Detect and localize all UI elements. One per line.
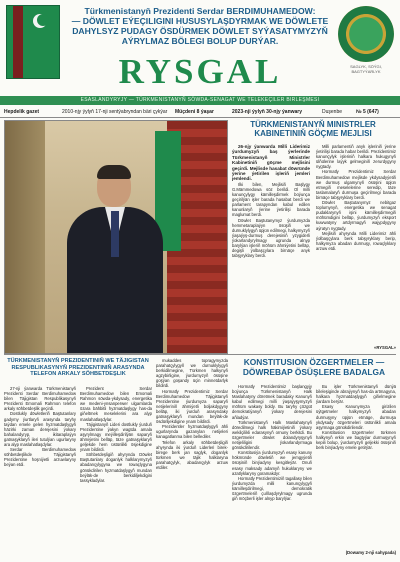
left-article-p4: Prezident Serdar Berdimuhamedow bilen Emomali Rahmon söwda-ykdysady, energetika we medeni-ynsanperwer ulgamlarda özara bähbitli hyzmatdaşlygy has-da giňeltmek meselelerini ara alyp maslahatlaşdylar. xyxy=(80,386,152,422)
right-article-source: «RYSGAL» xyxy=(374,345,396,350)
headline-line-1: Türkmenistanyň Prezidenti Serdar BERDIMUHAMEDOW: xyxy=(84,6,316,16)
right-article-p4: Hormatly Prezidentimiz Serdar Berdimuhamedow mejlisde ykdysadyýetiň we durmuş ulgamynyň ösüşini üpjün etmegiň meselelerine seredip, täze taslamalaryň durmuşa geçirilmegi barada birnäçe tabşyryklary berdi. xyxy=(316,169,396,200)
konst-article-p3: Konstitusiýa ýurdumyzyň esasy kanuny hökmünde döwletiň we jemgyýetiň ösüşiniň binýadyny kesgitleýär. Onuň esasy maksady adamyň hukuklaryny we azatlyklaryny goramakdyr. xyxy=(232,450,312,476)
section-divider xyxy=(4,354,396,355)
mid-article-p3: Prezidentler hyzmatdaşlygyň ähli ugurlarynda gazanylan netijeleri kanagatlanma bilen bellediler. xyxy=(156,424,228,440)
info-since: 2010-njy ýylyň 17-nji sentýabryndan bäri çykýar xyxy=(62,109,168,115)
konst-article-p1: Hormatly Prezidentimiz başlangyjy boýunça Türkmenistanyň Halk Maslahatyny döretmek baradaky Kanunyň kabul edilmegi milli ýaşaýyşymyzyň möhüm wakasy boldy. Bu taryhy çözgüt demokratiýanyň ýokary derejesini aňladýar. xyxy=(232,384,312,420)
konst-article-title: KONSTITUSION ÖZGERTMELER — DÖWREBAP ÖSÜŞLERE BADALGA xyxy=(242,357,386,377)
mid-article-p2: Hormatly Prezidentimiz Serdar Berdimuhamedow Täjigistanyň Prezidentine ýurdumyza saparyň netijeleriniň ähmiýetli boljakdygyny belläp, iki ýurduň arasyndaky gatnaşyklaryň mundan beýläk-de ösdüriljekdigine ynam bildirdi. xyxy=(156,388,228,425)
left-article-p3: Serdar Berdimuhamedow söhbetdeşlikde Täjigistanyň Prezidentine hoşniýetli arzuwlaryny beýan etdi. xyxy=(4,447,76,468)
konst-article-p4: Hormatly Prezidentimiziň tagallasy bilen ýurdumyzda milli kanunçylygyň kämilleşdirilmegi, demokratik özgertmeleriň çuňlaşdyrylmagy ugrunda giň möçberli işler alnyp barylýar. xyxy=(232,475,312,502)
konst-article-p2: Türkmenistanyň Halk Maslahatynyň döredilmegi halk häkimiýetiniň ýokary wekilçilikli edarasynyň ornuny berkitdi. Bu özgertmeler döwlet dolandyryşynyň netijeliligini ýokarlandyrmaga gönükdirilendir. xyxy=(232,419,312,451)
issue-info-bar xyxy=(0,107,400,118)
president-photo xyxy=(4,120,228,354)
left-article-p2: Dostlukly döwletleriň Baştutanlary gadymy ýurtlaryň arasynda taryhy taýdan emele gelen hyzmatdaşlygyň häzirki zaman derejesini ýokary bahalandyryp, ikitaraplaýyn gatnaşyklaryň ileri tutulýan ugurlaryny ara alyp maslahatlaşdylar. xyxy=(4,411,76,448)
turkmen-flag-image xyxy=(6,5,60,79)
right-article-p2: Döwlet Baştutanymyz ýurdumyzda hemmetaraplaýyn ösüşiň we durnuklylygyň üpjün edilmegi, halkymyzyň ýaşaýyş-durmuş derejesiniň yzygiderli ýokarlandyrylmagy ugrunda alnyp barylýan işleriň möhüm ähmiýetini belläp, degişli ýolbaşçylara birnäçe anyk tabşyryklary berdi. xyxy=(232,217,310,259)
right-article-col-2 xyxy=(316,144,396,344)
right-article-p6: Mejlisiň ahyrynda Milli Liderimiz ähli ýolbaşçylara berk tabşyryklary berip, halkymyza abadan durmuşy, rowaçlyklary arzuw etdi. xyxy=(316,230,396,251)
mid-article-col xyxy=(156,358,228,558)
info-year: Müçdeni 8 ýaşar xyxy=(175,109,214,115)
info-date: 2023-nji ýylyň 30-njy ýanwary xyxy=(232,109,303,115)
konst-article-p6: Esasy Kanunymyza girizilen üýtgetmeler halkymyzyň abadan durmuşyny üpjün etmäge, durmuşa ykdysady özgertmeleri üstünlikli amala aşyrmaga gönükdirilendir. xyxy=(316,404,396,430)
continued-note: (Dowamy 2-nji sahypada) xyxy=(345,550,396,555)
right-article-title: TÜRKMENISTANYŇ MINISTRLER KABINETINIŇ GÖÇME MEJLISI xyxy=(250,120,376,139)
mid-article-p1: mukaddes topragymyzda parahatçylygyň we durnuklylygyň berkidilmegine, Türkmen halkynyň agzybirligine, ýurdumyzyň ösüşine goşýan goşandy üçin minnetdarlyk bildirdi. xyxy=(156,358,228,389)
newspaper-logo: RYSGAL xyxy=(118,52,282,91)
main-headline xyxy=(64,6,336,47)
left-article-col-2 xyxy=(80,386,152,558)
left-article-p6: Söhbetdeşligiň ahyrynda Döwlet Baştutanlary doganlyk halklarymyzyň abadançylygyna we rowaçlygyna gönükdirilen hyzmatdaşlygyň mundan beýläk-de berkidiljekdigini tassykladylar. xyxy=(80,452,152,483)
info-day: Duşenbe xyxy=(322,109,343,115)
konst-article-col-1 xyxy=(232,384,312,558)
left-article-p1: 27-nji ýanwarda Türkmenistanyň Prezidenti Serdar Berdimuhamedow bilen Täjigistan Respublikasynyň Prezidenti Emomali Rahmon telefon arkaly söhbetdeşlik geçirdi. xyxy=(4,386,76,412)
left-article-title: TÜRKMENISTANYŇ PREZIDENTINIŇ WE TÄJIGISTAN RESPUBLIKASYNYŇ PREZIDENTINIŇ ARASYNDA TELEFON ARKALY SÖHBETDEŞLIK xyxy=(7,358,149,378)
right-article-p1: Ilki bilen, Mejlisiň Başlygy G.Mämmedowa söz berildi. Ol milli kanunçylygy kämilleşdirmek boýunça geçirilýän işler barada hasabat berdi we parlament tarapyndan kabul edilen kanunlaryň ýerine ýetirilişi barada maglumat berdi. xyxy=(232,181,310,218)
right-article-p3: Milli parlamentiň anyk işleriniň ýerine ýetirilişi barada habar berildi. Prezidentimiz kanunçylyk işleriniň halkara hukugynyň ülňülerine laýyk gelmeginiň zerurdygyny nygtady. xyxy=(316,144,396,170)
founder-banner: ESASLANDYRYJY — TÜRKMENISTANYŇ SÖWDA-SENAGAT WE TELEKEÇILER BIRLEŞMESI xyxy=(0,96,400,105)
right-article-lead: 26-njy ýanwarda Milli Liderimiz ýurdumyzyň baş ýerlerinde Türkmenistanyň Ministrler Kabinetiniň göçme mejlisini geçirdi. Mejlisde hasabat döwründe ýerine ýetirilen işleriň jemleri jemlendi. xyxy=(232,144,310,182)
konst-article-col-2 xyxy=(316,384,396,548)
emblem-caption: SAGLYK, SÖÝGI, BAGTYÝARLYK xyxy=(350,64,382,74)
konst-article-p5: Bu işler Türkmenistanyň dünýä bileleşiginde abraýynyň has-da artmagyna, halkara hyzmatdaşlygyň giňelmegine ýardam berýär. xyxy=(316,384,396,405)
konst-article-p7: Konstitusion özgertmeler türkmen halkynyň erkin we bagtyýar durmuşynyň kepili bolup, ýurdumyzyň geljekki ösüşiniň berk binýadyny emele getirýär. xyxy=(316,429,396,451)
left-article-p5: Täjigistanyň Lideri dostlukly ýurduň Prezidentine ýakyn wagtda amala aşyrylmagy meýilleşdirilýän saparyň ähmiýetini belläp, täze gatnaşyklaryň geljekde hem üstünlikli ösjekdigine ynam bildirdi. xyxy=(80,421,152,453)
info-number: № 5 (647) xyxy=(356,109,379,115)
left-article-col-1 xyxy=(4,386,76,558)
emblem-icon xyxy=(338,6,394,62)
info-weekly: Hepdelik gazet xyxy=(4,109,40,115)
right-article-col-1 xyxy=(232,144,310,350)
mid-article-p4: Telefon arkaly söhbetdeşligiň ahyrynda iki ýurduň Liderleri birek-birege berk jan saglyk, doganlyk türkmen we täjik halklaryna parahatçylyk, abadançylyk arzuw etdiler. xyxy=(156,439,228,470)
headline-line-2: — DÖWLET EÝEÇILIGINI HUSUSYLAŞDYRMAK WE DÖWLETE DAHYLSYZ PUDAGY ÖSDÜRMEK DÖWLET SYÝASATYMYZYŇ AÝRYLMAZ BÖLEGI BOLUP DURÝAR. xyxy=(71,16,329,47)
right-article-p5: Döwlet Baştutanymyz nebitgaz toplumynyň, energetika we senagat pudaklarynyň işini kämilleşdirmegiň möhümdigini belläp, ýurdumyzyň eksport kuwwatyny artdyrmagyň wajypdygyny aýratyn nygtady. xyxy=(316,200,396,231)
